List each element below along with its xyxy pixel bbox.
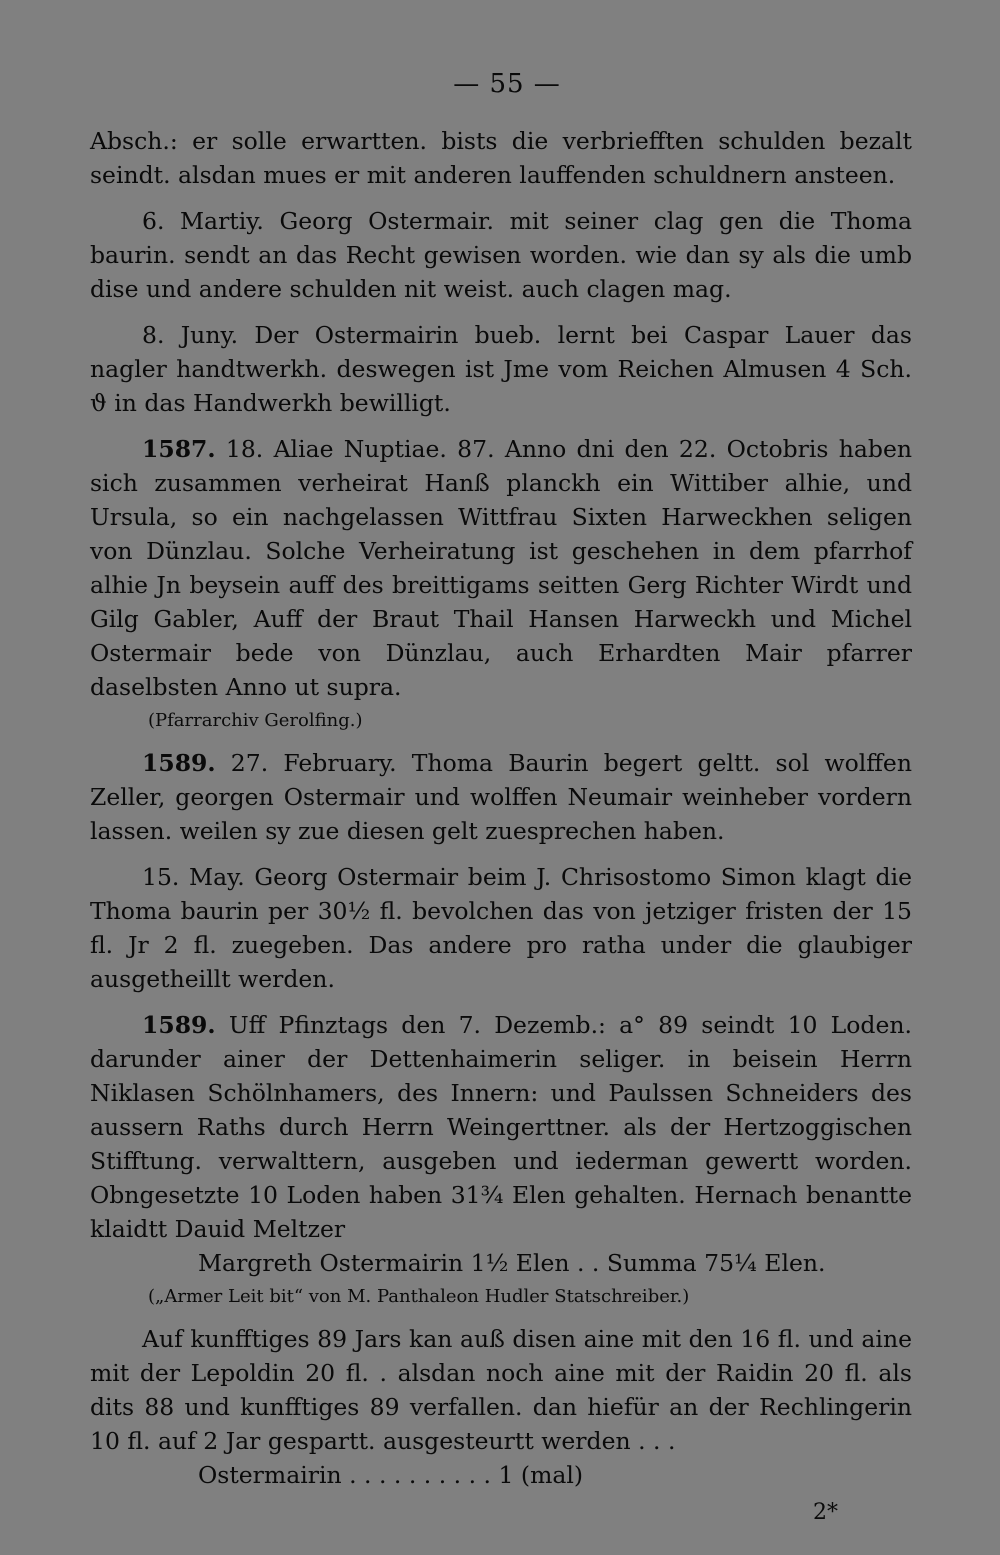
paragraph-text: 18. Aliae Nuptiae. 87. Anno dni den 22. Octobris haben sich zusammen verheirat Hanß planckh ein Wittiber alhie, und Ursula, so ein nachgelassen Wittfrau Sixten Harweckhen seligen von Dünzlau. Solche Verheiratung ist geschehen in dem pfarrhof alhie Jn beysein auff des breittigams seitten Gerg Richter Wirdt und Gilg Gabler, Auff der Braut Thail Hansen Harweckh und Michel Ostermair bede von Dünzlau, auch Erhardten Mair pfarrer daselbsten Anno ut supra.	[90, 435, 912, 701]
signature-mark: 2*	[813, 1500, 838, 1525]
paragraph-text: 27. February. Thoma Baurin begert geltt. sol wolffen Zeller, georgen Ostermair und wolffen Neumair weinheber vordern lassen. weilen sy zue diesen gelt zuesprechen haben.	[90, 749, 912, 845]
paragraph-text: 15. May. Georg Ostermair beim J. Chrisostomo Simon klagt die Thoma baurin per 30½ fl. bevolchen das von jetziger fristen der 15 fl. Jr 2 fl. zuegeben. Das andere pro ratha under die glaubiger ausgetheillt werden.	[90, 863, 912, 993]
paragraph-text: Uff Pfinztags den 7. Dezemb.: a° 89 seindt 10 Loden. darunder ainer der Dettenhaimerin seliger. in beisein Herrn Niklasen Schölnhamers, des Innern: und Paulssen Schneiders des aussern Raths durch Herrn Weingerttner. als der Hertzoggischen Stifftung. verwalttern, ausgeben und iederman gewertt worden. Obngesetzte 10 Loden haben 31¾ Elen gehalten. Hernach benantte klaidtt Dauid Meltzer	[90, 1011, 912, 1243]
list-line: Ostermairin . . . . . . . . . . 1 (mal)	[198, 1461, 584, 1489]
paragraph	[90, 432, 912, 704]
page-number: — 55 —	[453, 69, 561, 99]
paragraph	[90, 124, 912, 192]
paragraph	[90, 204, 912, 306]
document-page	[90, 66, 912, 1528]
paragraph-text: Absch.: er solle erwartten. bists die verbriefften schulden bezalt seindt. alsdan mues er mit anderen lauffenden schuldnern ansteen.	[90, 127, 912, 189]
paragraph	[90, 860, 912, 996]
paragraph	[90, 746, 912, 848]
list-line: Margreth Ostermairin 1½ Elen . . Summa 75¼ Elen.	[198, 1249, 826, 1277]
year-label: 1587.	[142, 435, 216, 463]
source-note: (Pfarrarchiv Gerolfing.)	[148, 710, 363, 731]
paragraph	[90, 1322, 912, 1458]
paragraph-text: 6. Martiy. Georg Ostermair. mit seiner clag gen die Thoma baurin. sendt an das Recht gewisen worden. wie dan sy als die umb dise und andere schulden nit weist. auch clagen mag.	[90, 207, 912, 303]
source-note: („Armer Leit bit“ von M. Panthaleon Hudler Statschreiber.)	[148, 1286, 690, 1307]
year-label: 1589.	[142, 1011, 216, 1039]
year-label: 1589.	[142, 749, 216, 777]
paragraph-text: 8. Juny. Der Ostermairin bueb. lernt bei Caspar Lauer das nagler handtwerkh. deswegen ist Jme vom Reichen Almusen 4 Sch. ϑ in das Handwerkh bewilligt.	[90, 321, 912, 417]
paragraph	[90, 318, 912, 420]
paragraph-text: Auf kunfftiges 89 Jars kan auß disen aine mit den 16 fl. und aine mit der Lepoldin 20 fl. . alsdan noch aine mit der Raidin 20 fl. als dits 88 und kunfftiges 89 verfallen. dan hiefür an der Rechlingerin 10 fl. auf 2 Jar gespartt. ausgesteurtt werden . . .	[90, 1325, 912, 1455]
paragraph	[90, 1008, 912, 1246]
